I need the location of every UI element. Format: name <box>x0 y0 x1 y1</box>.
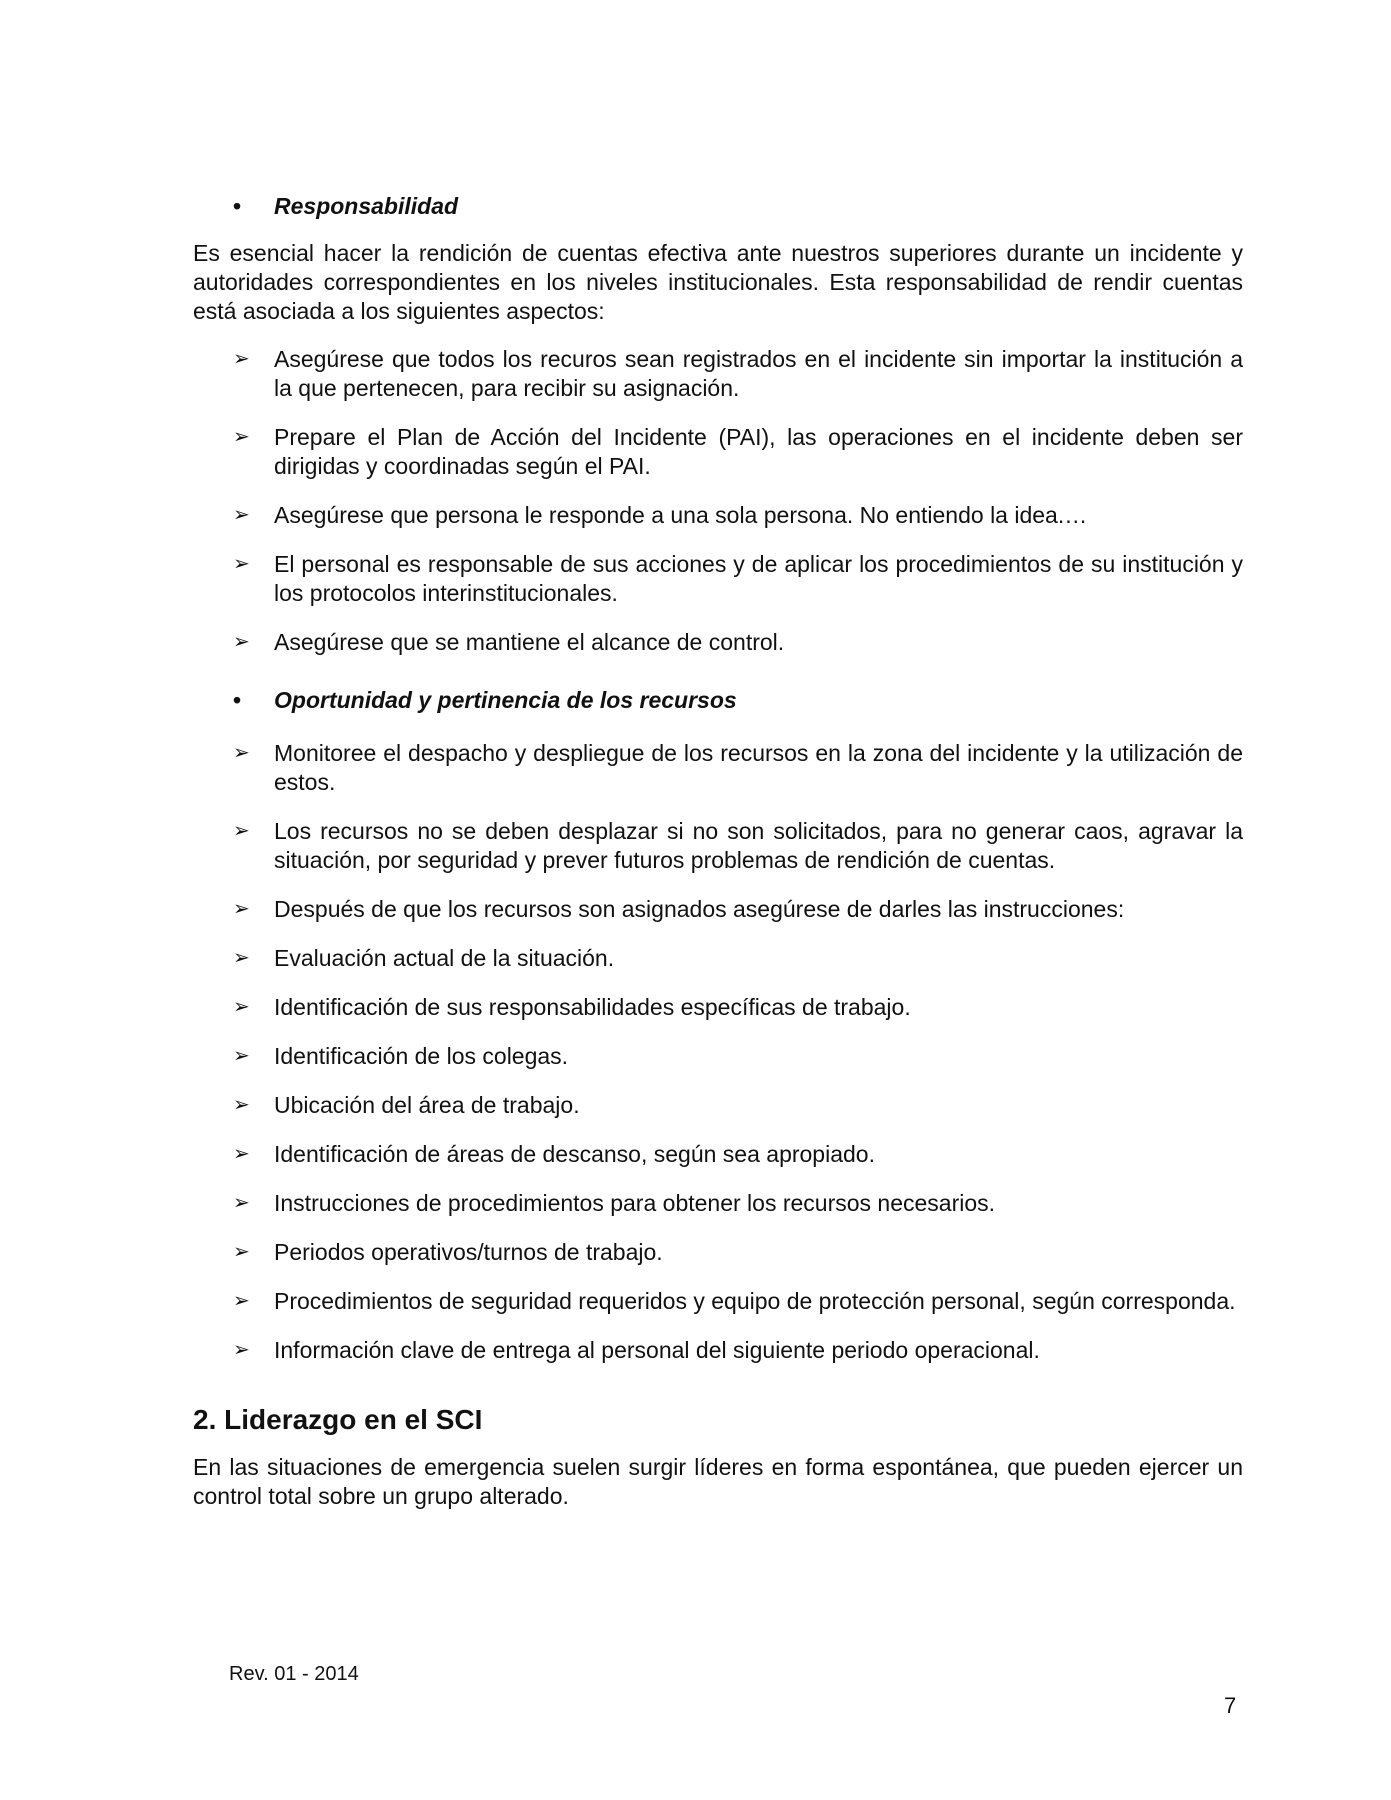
oportunidad-list <box>193 739 1243 1365</box>
list-item-text: El personal es responsable de sus acciones y de aplicar los procedimientos de su institución y los protocolos interinstitucionales. <box>274 551 1243 606</box>
list-item <box>193 628 1243 657</box>
heading-oportunidad-text: Oportunidad y pertinencia de los recursos <box>274 687 737 713</box>
list-item <box>193 501 1243 530</box>
list-item <box>193 739 1243 797</box>
list-item <box>193 345 1243 403</box>
arrow-bullet-icon: ➢ <box>233 1241 250 1263</box>
arrow-bullet-icon: ➢ <box>233 504 250 526</box>
arrow-bullet-icon: ➢ <box>233 1094 250 1116</box>
footer-revision: Rev. 01 - 2014 <box>229 1663 359 1685</box>
list-item <box>193 1091 1243 1120</box>
responsabilidad-list <box>193 345 1243 657</box>
arrow-bullet-icon: ➢ <box>233 553 250 575</box>
arrow-bullet-icon: ➢ <box>233 1143 250 1165</box>
list-item-text: Monitoree el despacho y despliegue de los recursos en la zona del incidente y la utilización de estos. <box>274 740 1243 795</box>
arrow-bullet-icon: ➢ <box>233 742 250 764</box>
list-item-text: Después de que los recursos son asignados asegúrese de darles las instrucciones: <box>274 896 1125 922</box>
list-item <box>193 1238 1243 1267</box>
arrow-bullet-icon: ➢ <box>233 1192 250 1214</box>
list-item-text: Periodos operativos/turnos de trabajo. <box>274 1239 663 1265</box>
arrow-bullet-icon: ➢ <box>233 348 250 370</box>
list-item <box>193 550 1243 608</box>
arrow-bullet-icon: ➢ <box>233 820 250 842</box>
arrow-bullet-icon: ➢ <box>233 631 250 653</box>
list-item-text: Evaluación actual de la situación. <box>274 945 615 971</box>
list-item <box>193 423 1243 481</box>
arrow-bullet-icon: ➢ <box>233 898 250 920</box>
list-item-text: Instrucciones de procedimientos para obtener los recursos necesarios. <box>274 1190 996 1216</box>
list-item <box>193 817 1243 875</box>
liderazgo-paragraph: En las situaciones de emergencia suelen surgir líderes en forma espontánea, que pueden ejercer un control total sobre un grupo alterado. <box>193 1454 1243 1509</box>
list-item <box>193 895 1243 924</box>
bullet-dot-icon: • <box>233 687 242 713</box>
list-item-text: Procedimientos de seguridad requeridos y equipo de protección personal, según corresponda. <box>274 1288 1236 1314</box>
bullet-dot-icon: • <box>233 193 242 219</box>
heading-responsabilidad-text: Responsabilidad <box>274 193 459 219</box>
list-item-text: Ubicación del área de trabajo. <box>274 1092 580 1118</box>
arrow-bullet-icon: ➢ <box>233 426 250 448</box>
list-item-text: Los recursos no se deben desplazar si no son solicitados, para no generar caos, agravar la situación, por seguridad y prever futuros problemas de rendición de cuentas. <box>274 818 1243 873</box>
arrow-bullet-icon: ➢ <box>233 1045 250 1067</box>
list-item-text: Asegúrese que persona le responde a una sola persona. No entiendo la idea.… <box>274 502 1088 528</box>
arrow-bullet-icon: ➢ <box>233 996 250 1018</box>
list-item-text: Asegúrese que todos los recuros sean registrados en el incidente sin importar la institución a la que pertenecen, para recibir su asignación. <box>274 346 1243 401</box>
heading-responsabilidad <box>193 192 1243 221</box>
responsabilidad-intro: Es esencial hacer la rendición de cuentas efectiva ante nuestros superiores durante un incidente y autoridades correspondientes en los niveles institucionales. Esta responsabilidad de rendir cuentas está asociada a los siguientes aspectos: <box>193 240 1243 324</box>
list-item-text: Información clave de entrega al personal del siguiente periodo operacional. <box>274 1337 1040 1363</box>
list-item <box>193 1287 1243 1316</box>
section-title-liderazgo: 2. Liderazgo en el SCI <box>193 1404 483 1435</box>
list-item <box>193 1336 1243 1365</box>
arrow-bullet-icon: ➢ <box>233 1290 250 1312</box>
list-item <box>193 944 1243 973</box>
list-item <box>193 1042 1243 1071</box>
page-content <box>193 192 1243 1511</box>
list-item-text: Asegúrese que se mantiene el alcance de control. <box>274 629 785 655</box>
list-item-text: Identificación de los colegas. <box>274 1043 569 1069</box>
list-item <box>193 1189 1243 1218</box>
list-item-text: Prepare el Plan de Acción del Incidente (PAI), las operaciones en el incidente deben ser dirigidas y coordinadas según el PAI. <box>274 424 1243 479</box>
page-number: 7 <box>1224 1693 1237 1718</box>
list-item-text: Identificación de sus responsabilidades específicas de trabajo. <box>274 994 911 1020</box>
list-item-text: Identificación de áreas de descanso, según sea apropiado. <box>274 1141 875 1167</box>
list-item <box>193 1140 1243 1169</box>
arrow-bullet-icon: ➢ <box>233 1339 250 1361</box>
heading-oportunidad <box>193 686 1243 715</box>
list-item <box>193 993 1243 1022</box>
arrow-bullet-icon: ➢ <box>233 947 250 969</box>
